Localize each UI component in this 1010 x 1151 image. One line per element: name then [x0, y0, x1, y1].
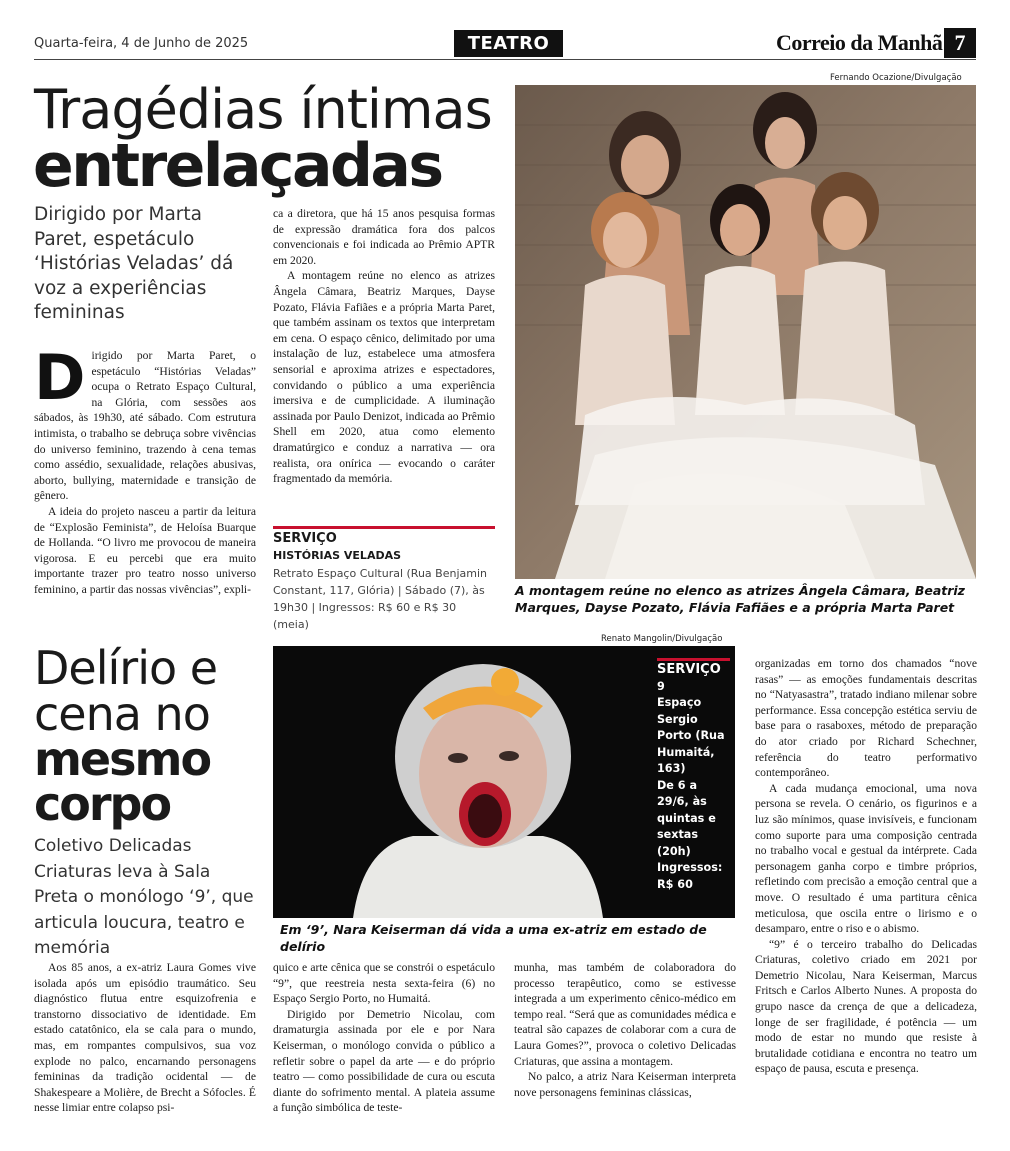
photo1-caption: A montagem reúne no elenco as atrizes Ângela Câmara, Beatriz Marques, Dayse Pozato, Flávia Fafiães e a própria Marta Paret — [515, 583, 965, 615]
article2-title-line1: Delírio e — [34, 641, 218, 695]
service2-info: Espaço Sergio Porto (Rua Humaitá, 163) — [657, 696, 725, 775]
article2-title-line4: corpo — [34, 777, 171, 831]
article1-column2 — [273, 206, 495, 487]
service2-show: 9 — [657, 679, 665, 693]
article1-column1 — [34, 341, 256, 598]
article2-column4 — [755, 656, 977, 1077]
service2-rule — [657, 658, 730, 661]
article2-col2-p1: quico e arte cênica que se constrói o espetáculo “9”, que reestreia nesta sexta-feira (6) no Espaço Sergio Porto, no Humaitá. — [273, 961, 495, 1006]
page-number: 7 — [944, 28, 976, 58]
service-show: HISTÓRIAS VELADAS — [273, 549, 402, 562]
service-info: Retrato Espaço Cultural (Rua Benjamin Constant, 117, Glória) | Sábado (7), às 19h30 | Ingressos: R$ 60 e R$ 30 (meia) — [273, 567, 487, 631]
service2-price: Ingressos: R$ 60 — [657, 861, 723, 891]
article2-col4-p3: “9” é o terceiro trabalho do Delicadas Criaturas, coletivo criado em 2021 por Demetrio Nicolau, Nara Keiserman, Marcus Fritsch e Carlos Alberto Nunes. A proposta do grupo nasce da crença de que a delicadeza, longe de ser fragilidade, é potência — um modo de estar no mundo que resiste à brutalidade cotidiana e encontra no teatro um espaço de pausa, escuta e presença. — [755, 937, 977, 1076]
service2-dates: De 6 a 29/6, às quintas e sextas (20h) — [657, 778, 716, 858]
photo2-credit: Renato Mangolin/Divulgação — [601, 634, 723, 644]
newspaper-logo: Correio da Manhã — [776, 30, 943, 55]
article2-title-line3: mesmo — [34, 732, 211, 786]
section-label: TEATRO — [454, 30, 563, 57]
article2-col4-p2: A cada mudança emocional, uma nova persona se revela. O cenário, os figurinos e a luz são mínimos, quase invisíveis, e funcionam como suporte para uma composição centrada no trabalho vocal e gestual da intérprete. Cada personagem ganha corpo e timbre próprios, refletindo com precisão a emoção central que a move. O resultado é uma partitura cênica meticulosa, que oscila entre o lirismo e o desamparo, entre o riso e o abismo. — [755, 781, 977, 936]
article1-col1-p1: irigido por Marta Paret, o espetáculo “Histórias Veladas” ocupa o Retrato Espaço Cultural, na Glória, com sessões aos sábados, às 19h30, até sábado. Com estrutura intimista, o trabalho se debruça sobre vivências do universo feminino, trazendo à cena temas como assédio, sexualidade, relações abusivas, aborto, bullying, maternidade e transição de gênero. — [34, 349, 256, 503]
service-title: SERVIÇO — [273, 531, 337, 546]
service2-box — [657, 662, 730, 892]
article2-col2-p2: Dirigido por Demetrio Nicolau, com dramaturgia assinada por ele e por Nara Keiserman, o monólogo convida o público a refletir sobre o papel da arte — e do próprio teatro — como possibilidade de cura ou escuta diante do sofrimento mental. A plateia assume a função simbólica de teste- — [273, 1007, 495, 1115]
article1-col2-p2: A montagem reúne no elenco as atrizes Ângela Câmara, Beatriz Marques, Dayse Pozato, Flávia Fafiães e a própria Marta Paret, que também assinam os textos que interpretam em cena. O espaço cênico, delimitado por uma instalação de luz, estabelece uma atmosfera sensorial e aproxima atrizes e espectadores, convidando o público a uma experiência imersiva e de cumplicidade. A iluminação assinada por Paulo Denizot, indicada ao Prêmio Shell em 2020, atua como elemento dramatúrgico e conduz a narrativa — ora realista, ora onírica — evocando o caráter fragmentado da memória. — [273, 269, 495, 486]
article2-column3 — [514, 960, 736, 1100]
header-rule — [34, 59, 976, 60]
article2-col4-p1: organizadas em torno dos chamados “nove rasas” — as emoções fundamentais descritas no “Natyasastra”, tratado indiano milenar sobre performance. Essa concepção estética serviu de base para o rasaboxes, método de preparação do ator criado por Richard Schechner, referência do teatro performativo contemporâneo. — [755, 657, 977, 780]
article1-col1-p2: A ideia do projeto nasceu a partir da leitura de “Explosão Feminista”, de Heloísa Buarque de Hollanda. “O livro me provocou de maneira vigorosa. E eu percebi que era muito importante trazer pro teatro nosso universo feminino, a partir das nossas vivências”, expli- — [34, 504, 256, 596]
article2-subtitle: Coletivo Delicadas Criaturas leva à Sala Preta o monólogo ‘9’, que articula loucura, teatro e memória — [34, 836, 254, 958]
photo1-credit: Fernando Ocazione/Divulgação — [830, 73, 962, 83]
article2-title-line2: cena no — [34, 687, 210, 741]
service-rule — [273, 526, 495, 529]
cast-photo — [515, 85, 976, 579]
article2-col1: Aos 85 anos, a ex-atriz Laura Gomes vive isolada após um episódio traumático. Seu diagnóstico flutua entre esquizofrenia e transtorno dissociativo de identidade. Em estado catatônico, ela se cala para o mundo, mas, em rompantes compulsivos, sua voz explode no palco, encarnando personagens femininas da tradição ocidental — de Shakespeare a Molière, de Brecht a Sófocles. É nesse limiar entre colapso psi- — [34, 961, 256, 1115]
article2-column1 — [34, 960, 256, 1116]
article1-title-line2: entrelaçadas — [33, 131, 442, 201]
article1-subtitle: Dirigido por Marta Paret, espetáculo ‘Histórias Veladas’ dá voz a experiências femininas — [34, 204, 234, 323]
article1-col2-p1: ca a diretora, que há 15 anos pesquisa formas de expressão dramática fora dos palcos convencionais e foi indicada ao Prêmio APTR em 2020. — [273, 207, 495, 267]
article2-column2 — [273, 960, 495, 1116]
photo2-caption: Em ‘9’, Nara Keiserman dá vida a uma ex-atriz em estado de delírio — [280, 922, 707, 954]
article2-col3-p2: No palco, a atriz Nara Keiserman interpreta nove personagens femininas clássicas, — [514, 1070, 736, 1099]
article1-title-line1: Tragédias íntimas — [34, 78, 492, 141]
dropcap: D — [34, 341, 86, 414]
issue-date: Quarta-feira, 4 de Junho de 2025 — [34, 36, 249, 51]
article2-col3-p1: munha, mas também de colaboradora do processo terapêutico, como se estivesse integrada a um experimento cênico-médico em tempo real. “Será que as comunidades médica e teatral são capazes de colaborar com a cura de Laura Gomes?”, provoca o coletivo Delicadas Criaturas, que assina a montagem. — [514, 961, 736, 1068]
service2-title: SERVIÇO — [657, 662, 721, 677]
